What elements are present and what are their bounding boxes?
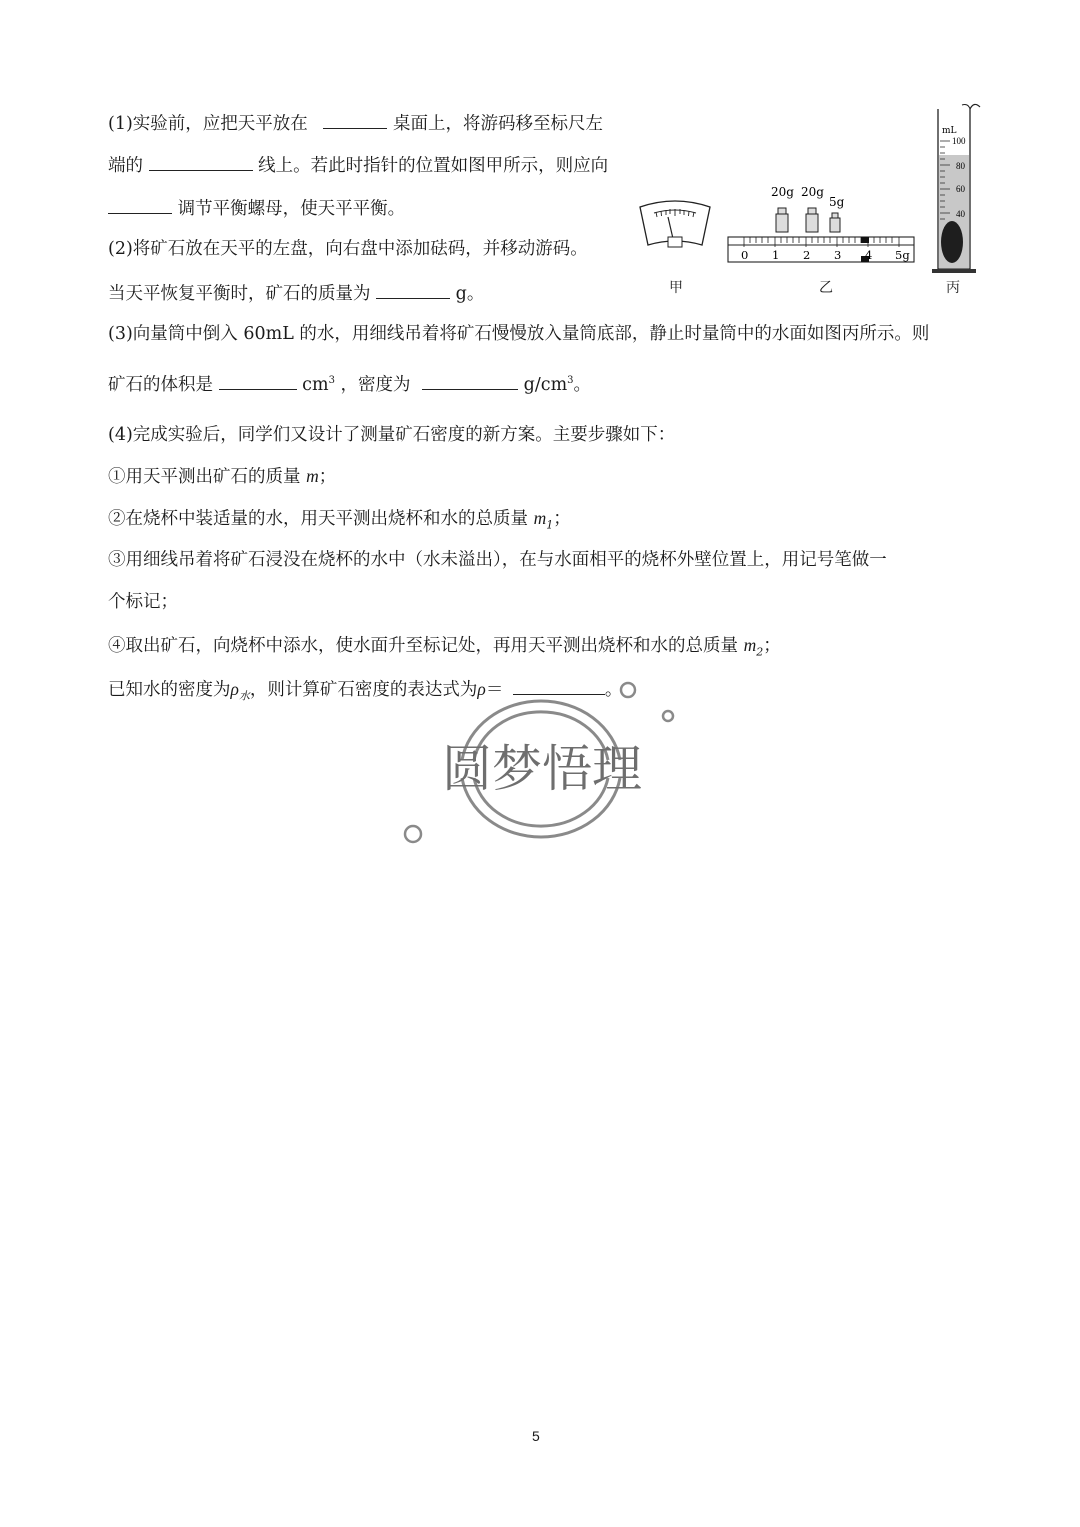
q3-line2 [108,371,591,397]
rho-symbol-2: ρ [477,679,486,699]
q2-blank-mass[interactable] [376,280,450,299]
figure-label-bing: 丙 [946,280,960,296]
q1-blank-line[interactable] [149,152,253,171]
q1-text-e: 调节平衡螺母，使天平平衡。 [177,199,406,219]
rho-water-sub: 水 [238,689,250,703]
rho-symbol: ρ [230,679,239,699]
q4-step2-sub: 1 [546,518,554,532]
q4-final-end: 。 [604,680,623,700]
weight-label-1: 20g [771,185,794,199]
q4-step4-m: m [743,635,757,655]
q4-step3-line1: ③用细线吊着将矿石浸没在烧杯的水中（水未溢出），在与水面相平的烧杯外壁位置上，用记号笔做一 [108,550,887,570]
q4-final-text: 已知水的密度为 [108,680,231,700]
q1-text-b: 桌面上，将游码移至标尺左 [392,114,603,134]
weight-label-3: 5g [829,195,845,209]
scale-tick-2: 2 [803,248,811,262]
scale-tick-4: 4 [865,248,873,262]
q2-line1: (2)将矿石放在天平的左盘，向右盘中添加砝码，并移动游码。 [108,239,588,259]
dial-figure [640,201,710,247]
q3-sup-2: 3 [567,375,574,387]
watermark-logo [400,678,680,848]
q1-line1 [108,110,603,136]
q1-text-a: (1)实验前，应把天平放在 [108,114,308,134]
q1-text-c: 端的 [108,156,143,176]
figure-label-yi: 乙 [819,280,833,296]
q4-step2-text: ②在烧杯中装适量的水，用天平测出烧杯和水的总质量 [108,509,534,529]
q4-step4-end: ； [763,636,781,656]
watermark-text: 圆梦悟理 [442,740,642,798]
q3-unit-cm: cm [302,375,329,395]
q4-step2-end: ； [553,509,571,529]
q2-line2 [108,280,484,306]
cyl-tick-60: 60 [956,184,965,194]
q2-text-b: g。 [455,284,485,304]
q1-blank-direction[interactable] [108,195,172,214]
q1-text-d: 线上。若此时指针的位置如图甲所示，则应向 [258,156,609,176]
q2-text-a: 当天平恢复平衡时，矿石的质量为 [108,284,371,304]
scale-tick-1: 1 [772,248,780,262]
q4-step3-line2: 个标记； [108,592,178,612]
q4-step1-m: m [306,466,319,486]
cyl-tick-40: 40 [956,209,965,219]
q4-step4-sub: 2 [756,645,764,659]
q3-unit-gcm: g/cm [523,375,568,395]
q3-end: 。 [573,375,592,395]
q3-blank-volume[interactable] [219,371,297,390]
q1-blank-surface[interactable] [323,110,387,129]
q4-step1-text: ①用天平测出矿石的质量 [108,467,307,487]
q4-step2-m: m [533,508,547,528]
weights-figure [728,185,914,262]
figure-label-jia: 甲 [669,280,683,296]
q3-text-b: ，密度为 [340,375,411,395]
page-number: 5 [532,1428,540,1444]
scale-tick-0: 0 [741,248,749,262]
q4-step4 [108,633,781,658]
q3-text-a: 矿石的体积是 [108,375,213,395]
q1-line2 [108,152,608,178]
scale-tick-5: 5g [895,248,910,262]
scale-tick-3: 3 [834,248,842,262]
q4-step1-end: ； [318,467,337,487]
figure-balance-cylinder [630,95,990,305]
q3-blank-density[interactable] [422,371,518,390]
q1-line3 [108,195,405,221]
cylinder-unit: mL [942,126,957,136]
equals-sign: ＝ [485,680,504,700]
q4-intro: (4)完成实验后，同学们又设计了测量矿石密度的新方案。主要步骤如下： [108,425,676,445]
q3-sup-1: 3 [328,375,335,387]
q4-final-text-b: ，则计算矿石密度的表达式为 [249,680,478,700]
cylinder-figure [932,104,980,273]
weight-label-2: 20g [801,185,824,199]
q3-line1: (3)向量筒中倒入 60mL 的水，用细线吊着将矿石慢慢放入量筒底部，静止时量筒中的水面如图丙所示。则 [108,324,930,344]
q4-step1 [108,464,336,489]
q4-step4-text: ④取出矿石，向烧杯中添水，使水面升至标记处，再用天平测出烧杯和水的总质量 [108,636,744,656]
cyl-tick-100: 100 [952,136,966,146]
cyl-tick-80: 80 [956,161,965,171]
q4-step2 [108,506,571,531]
